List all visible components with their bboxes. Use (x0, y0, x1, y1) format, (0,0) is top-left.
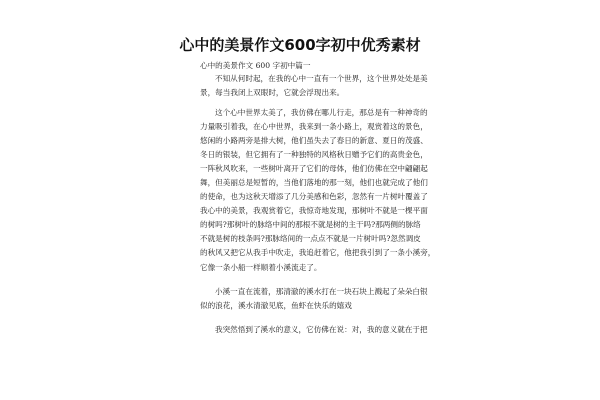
paragraph-line: 它像一条小船一样顺着小溪流走了。 (200, 263, 322, 272)
paragraph-line: 不就是树的枝条吗?那脉络间的一点点不就是一片树叶吗?忽然调皮 (200, 234, 421, 243)
paragraph-line: 这个心中世界太美了，我仿佛在哪儿行走，那总是有一种神奇的 (215, 108, 428, 117)
paragraph-line: 我心中的美景，我观赏着它，我惊奇地发现，那树叶不就是一棵平面 (200, 206, 428, 215)
paragraph-line: 冬日的银装，但它拥有了一种独特的风格秋日赠予它们的高贵金色， (200, 150, 428, 159)
paragraph-line: 景，每当我闭上双眼时，它就会浮现出来。 (200, 88, 345, 97)
paragraph-line: 舞，但美丽总是短暂的，当他们落地的那一刻，他们也就完成了他们 (200, 178, 428, 187)
document-title: 心中的美景作文600字初中优秀素材 (179, 36, 421, 54)
paragraph-line: 似的浪花，溪水清澈见底，鱼虾在快乐的嬉戏 (200, 301, 352, 310)
paragraph-line: 力量吸引着我，在心中世界，我来到一条小路上，观赏着这的景色， (200, 122, 428, 131)
paragraph-line: 悠闲的小路两旁是排大树，他们虽失去了春日的新意、夏日的茂盛、 (200, 136, 428, 145)
paragraph-line: 的树吗?那树叶的脉络中间的那根不就是树的主干吗?那两侧的脉络 (200, 220, 421, 229)
paragraph-line: 的使命，也为这秋天增添了几分美感和色彩，忽然有一片树叶覆盖了 (200, 192, 428, 201)
paragraph-line: 一阵秋风吹来，一些树叶离开了它们的母体，他们仿佛在空中翩翩起 (200, 164, 428, 173)
paragraph-line: 的秋风又把它从我手中吹走，我追赶着它，他把我引到了一条小溪旁， (200, 248, 436, 257)
paragraph-line: 我突然悟到了溪水的意义，它仿佛在说：对，我的意义就在于把 (215, 325, 428, 334)
paragraph-line: 小溪一直在流着，那清澈的溪水打在一块石块上溅起了朵朵白银 (215, 287, 428, 296)
section-subtitle: 心中的美景作文 600 字初中篇一 (200, 61, 311, 70)
paragraph-line: 不知从何时起，在我的心中一直有一个世界，这个世界处处是美 (215, 74, 428, 83)
